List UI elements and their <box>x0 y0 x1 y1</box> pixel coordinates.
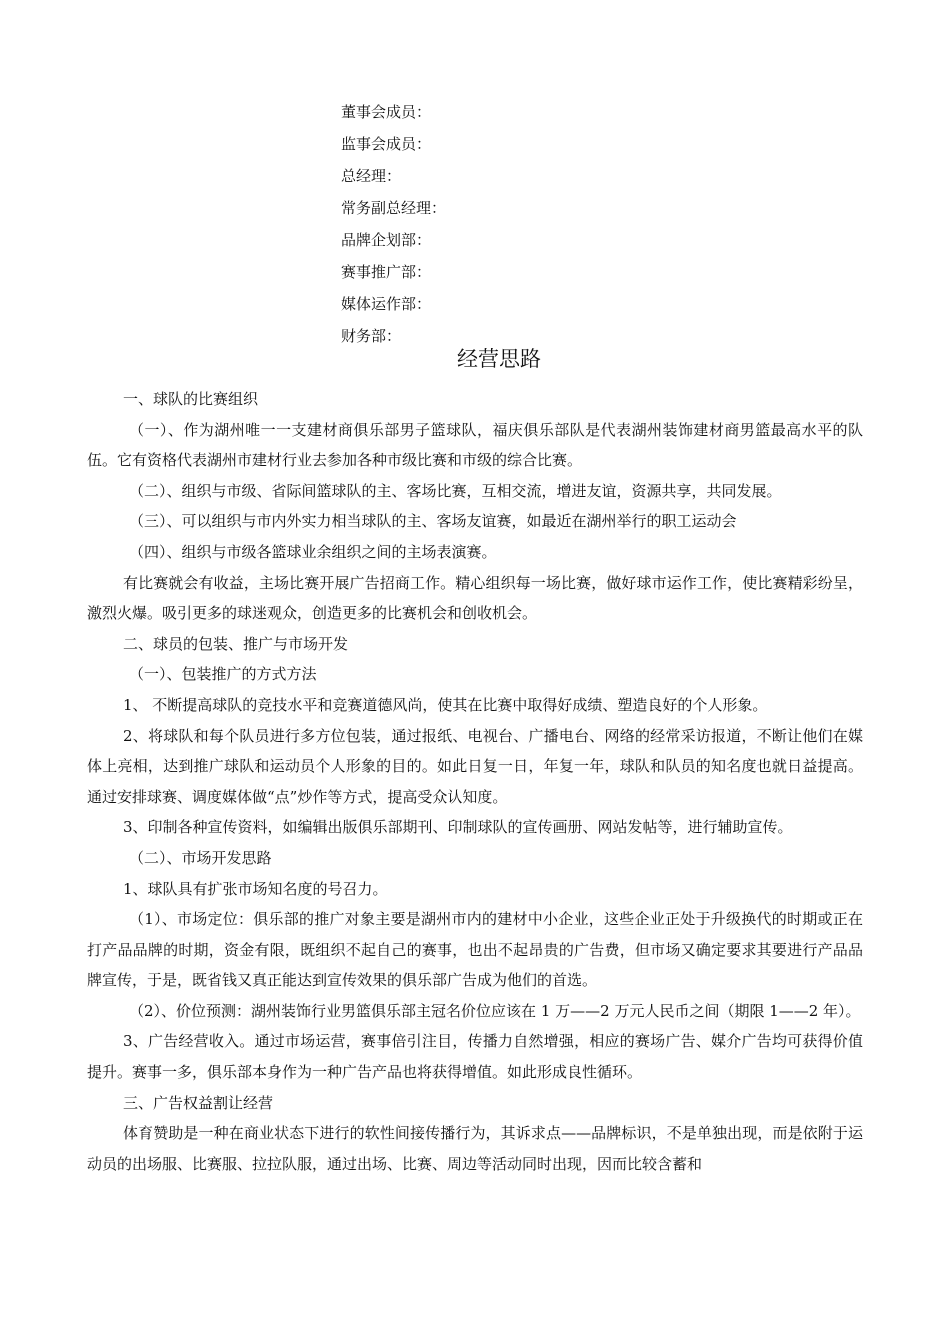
paragraph: （一）、作为湖州唯一一支建材商俱乐部男子篮球队，福庆俱乐部队是代表湖州装饰建材商男篮最高水平的队伍。它有资格代表湖州市建材行业去参加各种市级比赛和市级的综合比赛。 <box>87 420 863 470</box>
roster-item-supervisory: 监事会成员： <box>341 135 432 153</box>
roster-item-board: 董事会成员： <box>341 103 432 121</box>
paragraph: 有比赛就会有收益，主场比赛开展广告招商工作。精心组织每一场比赛，做好球市运作工作，使比赛精彩纷呈，激烈火爆。吸引更多的球迷观众，创造更多的比赛机会和创收机会。 <box>87 573 863 623</box>
roster-item-general-manager: 总经理： <box>341 167 402 185</box>
paragraph: （三）、可以组织与市内外实力相当球队的主、客场友谊赛，如最近在湖州举行的职工运动会 <box>129 512 737 531</box>
heading-player-promotion: 二、球员的包装、推广与市场开发 <box>123 634 349 653</box>
heading-ad-rights: 三、广告权益割让经营 <box>123 1093 274 1112</box>
roster-item-executive-deputy: 常务副总经理： <box>341 199 447 217</box>
paragraph: （二）、组织与市级、省际间篮球队的主、客场比赛，互相交流，增进友谊，资源共享，共同发展。 <box>129 481 782 500</box>
paragraph: 2、将球队和每个队员进行多方位包装，通过报纸、电视台、广播电台、网络的经常采访报道，不断让他们在媒体上亮相，达到推广球队和运动员个人形象的目的。如此日复一日，年复一年，球队和队员的知名度也就日益提高。通过安排球赛、调度媒体做“点”炒作等方式，提高受众认知度。 <box>87 726 863 806</box>
roster-item-media: 媒体运作部： <box>341 295 432 313</box>
subheading: （二）、市场开发思路 <box>129 848 272 867</box>
paragraph: 1、球队具有扩张市场知名度的号召力。 <box>123 879 388 898</box>
roster-item-finance: 财务部： <box>341 327 402 345</box>
paragraph: （1）、市场定位：俱乐部的推广对象主要是湖州市内的建材中小企业，这些企业正处于升级换代的时期或正在打产品品牌的时期，资金有限，既组织不起自己的赛事，也出不起昂贵的广告费，但市场又确定要求其要进行产品品牌宣传，于是，既省钱又真正能达到宣传效果的俱乐部广告成为他们的首选。 <box>87 910 863 990</box>
paragraph: 1、 不断提高球队的竞技水平和竞赛道德风尚，使其在比赛中取得好成绩、塑造良好的个人形象。 <box>123 695 768 714</box>
paragraph: 体育赞助是一种在商业状态下进行的软性间接传播行为，其诉求点——品牌标识，不是单独出现，而是依附于运动员的出场服、比赛服、拉拉队服，通过出场、比赛、周边等活动同时出现，因而比较含蓄和 <box>87 1124 863 1173</box>
paragraph: 3、广告经营收入。通过市场运营，赛事倍引注目，传播力自然增强，相应的赛场广告、媒介广告均可获得价值提升。赛事一多，俱乐部本身作为一种广告产品也将获得增值。如此形成良性循环。 <box>87 1032 863 1082</box>
personnel-roster <box>341 96 446 352</box>
paragraph: 3、印制各种宣传资料，如编辑出版俱乐部期刊、印制球队的宣传画册、网站发帖等，进行辅助宣传。 <box>123 818 793 837</box>
roster-item-event-promotion: 赛事推广部： <box>341 263 432 281</box>
paragraph: （四）、组织与市级各篮球业余组织之间的主场表演赛。 <box>129 542 497 561</box>
section-title: 经营思路 <box>457 347 541 371</box>
heading-match-organization: 一、球队的比赛组织 <box>123 390 259 408</box>
roster-item-brand-planning: 品牌企划部： <box>341 231 432 249</box>
subheading: （一）、包装推广的方式方法 <box>129 665 317 684</box>
paragraph: （2）、价位预测：湖州装饰行业男篮俱乐部主冠名价位应该在 1 万——2 万元人民币之间（期限 1——2 年）。 <box>129 1001 861 1020</box>
document-body <box>87 384 863 1179</box>
